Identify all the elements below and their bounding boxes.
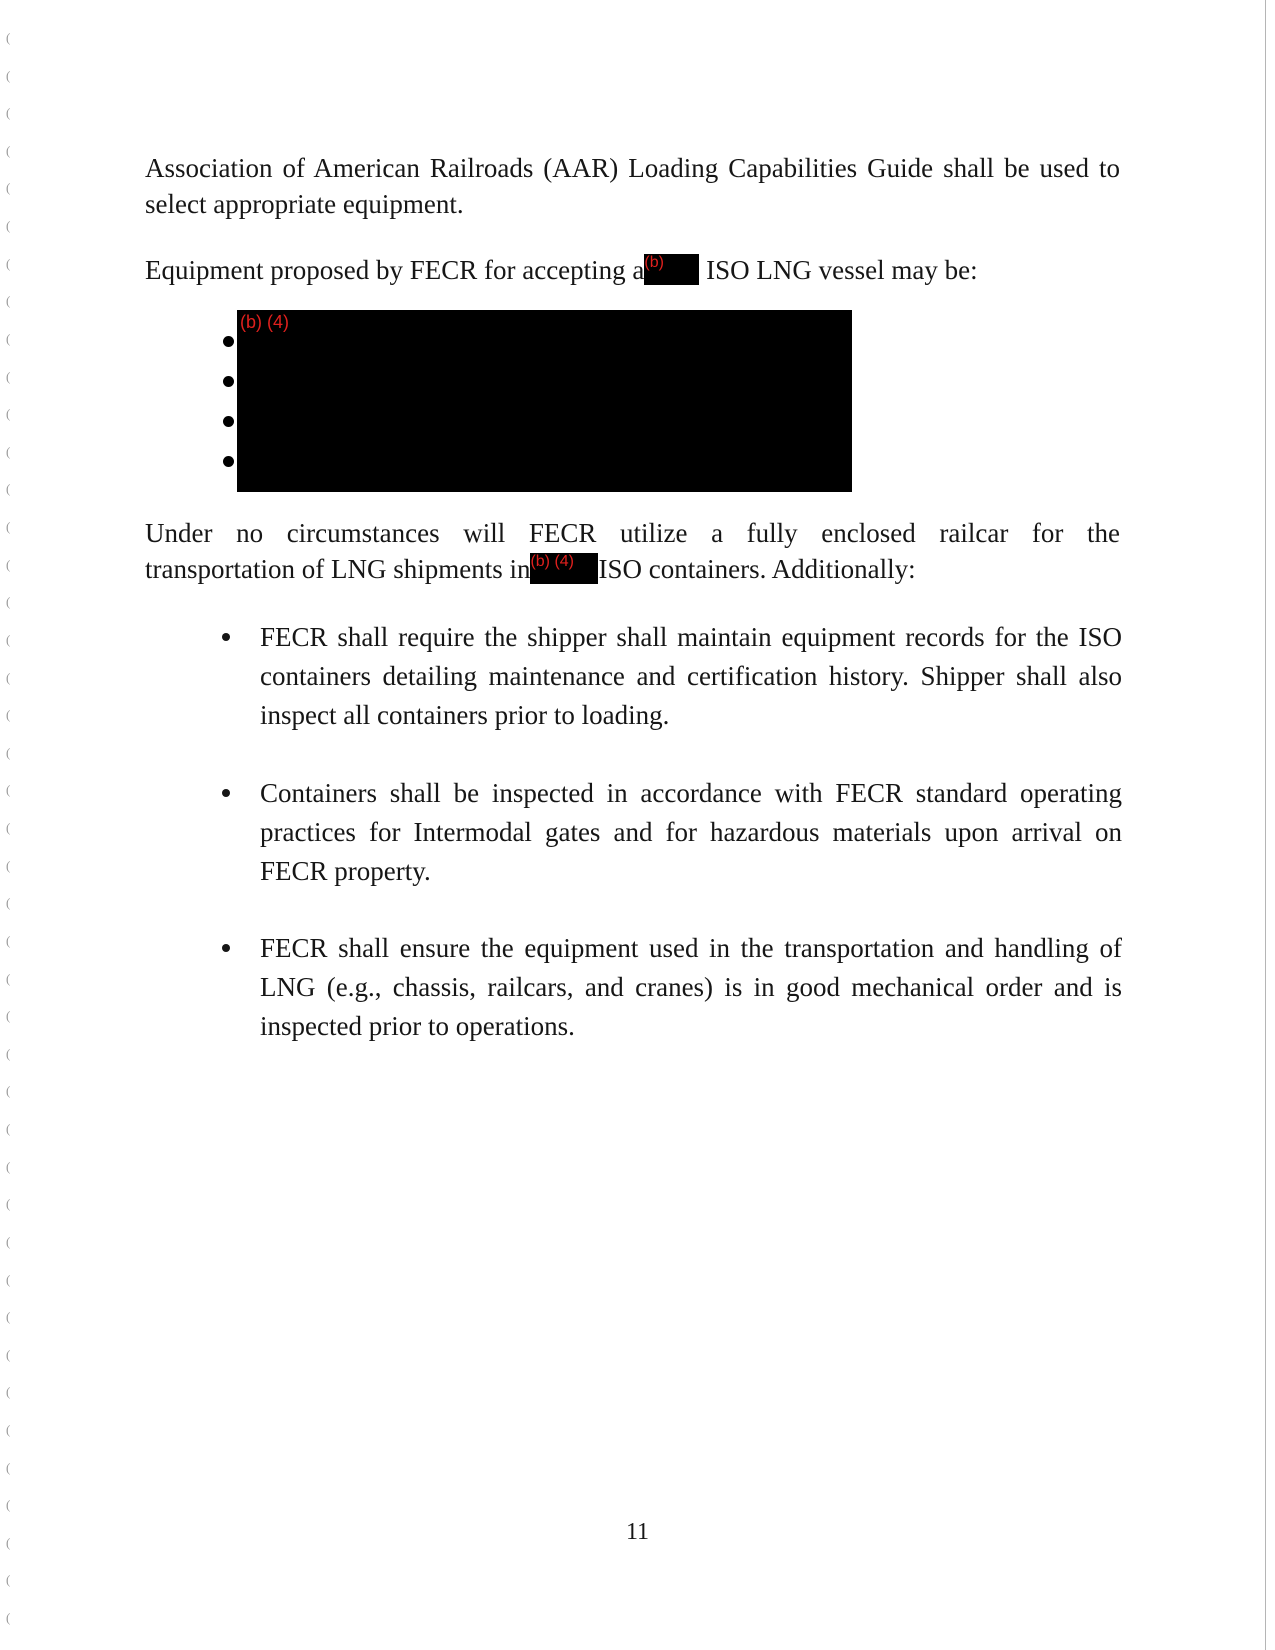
redaction-box-inline: (b) (4): [530, 553, 598, 584]
circumstances-text-after: ISO containers. Additionally:: [598, 554, 916, 584]
equipment-paragraph: [145, 252, 1120, 288]
redacted-equipment-list: [237, 310, 852, 492]
list-item-text: FECR shall ensure the equipment used in the transportation and handling of LNG (e.g., chassis, railcars, and cranes) is in good mechanical order and is inspected prior to operations.: [260, 933, 1122, 1041]
page-number: 11: [625, 1519, 650, 1545]
scan-edge-marks: ( ( ( ( ( ( ( ( ( ( ( ( ( ( ( ( ( ( ( ( ( ( ( ( ( ( ( ( ( ( ( ( ( ( ( ( ( ( ( ( ( ( (: [6, 30, 11, 1625]
list-bullet: [223, 336, 234, 347]
page-edge-line: [1265, 0, 1266, 1650]
list-item: [222, 774, 1122, 891]
bullet-icon: [222, 789, 230, 797]
equipment-text-before: Equipment proposed by FECR for accepting a: [145, 255, 645, 285]
list-item: [222, 618, 1122, 735]
redaction-box-inline: (b): [644, 254, 699, 285]
list-item: [222, 929, 1122, 1046]
intro-paragraph: Association of American Railroads (AAR) Loading Capabilities Guide shall be used to select appropriate equipment.: [145, 153, 1120, 219]
circumstances-line-1: Under no circumstances will FECR utilize a fully enclosed railcar for the: [145, 518, 1120, 548]
circumstances-paragraph: [145, 515, 1120, 587]
equipment-text-after: ISO LNG vessel may be:: [699, 255, 978, 285]
list-bullet: [223, 376, 234, 387]
list-bullet: [223, 456, 234, 467]
redaction-code: (b) (4): [240, 312, 289, 332]
bullet-icon: [222, 633, 230, 641]
list-item-text: FECR shall require the shipper shall maintain equipment records for the ISO containers detailing maintenance and certification history. Shipper shall also inspect all containers prior to loading.: [260, 622, 1122, 730]
circumstances-text-before: transportation of LNG shipments in: [145, 554, 531, 584]
list-item-text: Containers shall be inspected in accordance with FECR standard operating practices for Intermodal gates and for hazardous materials upon arrival on FECR property.: [260, 778, 1122, 886]
bullet-icon: [222, 944, 230, 952]
list-bullet: [223, 416, 234, 427]
